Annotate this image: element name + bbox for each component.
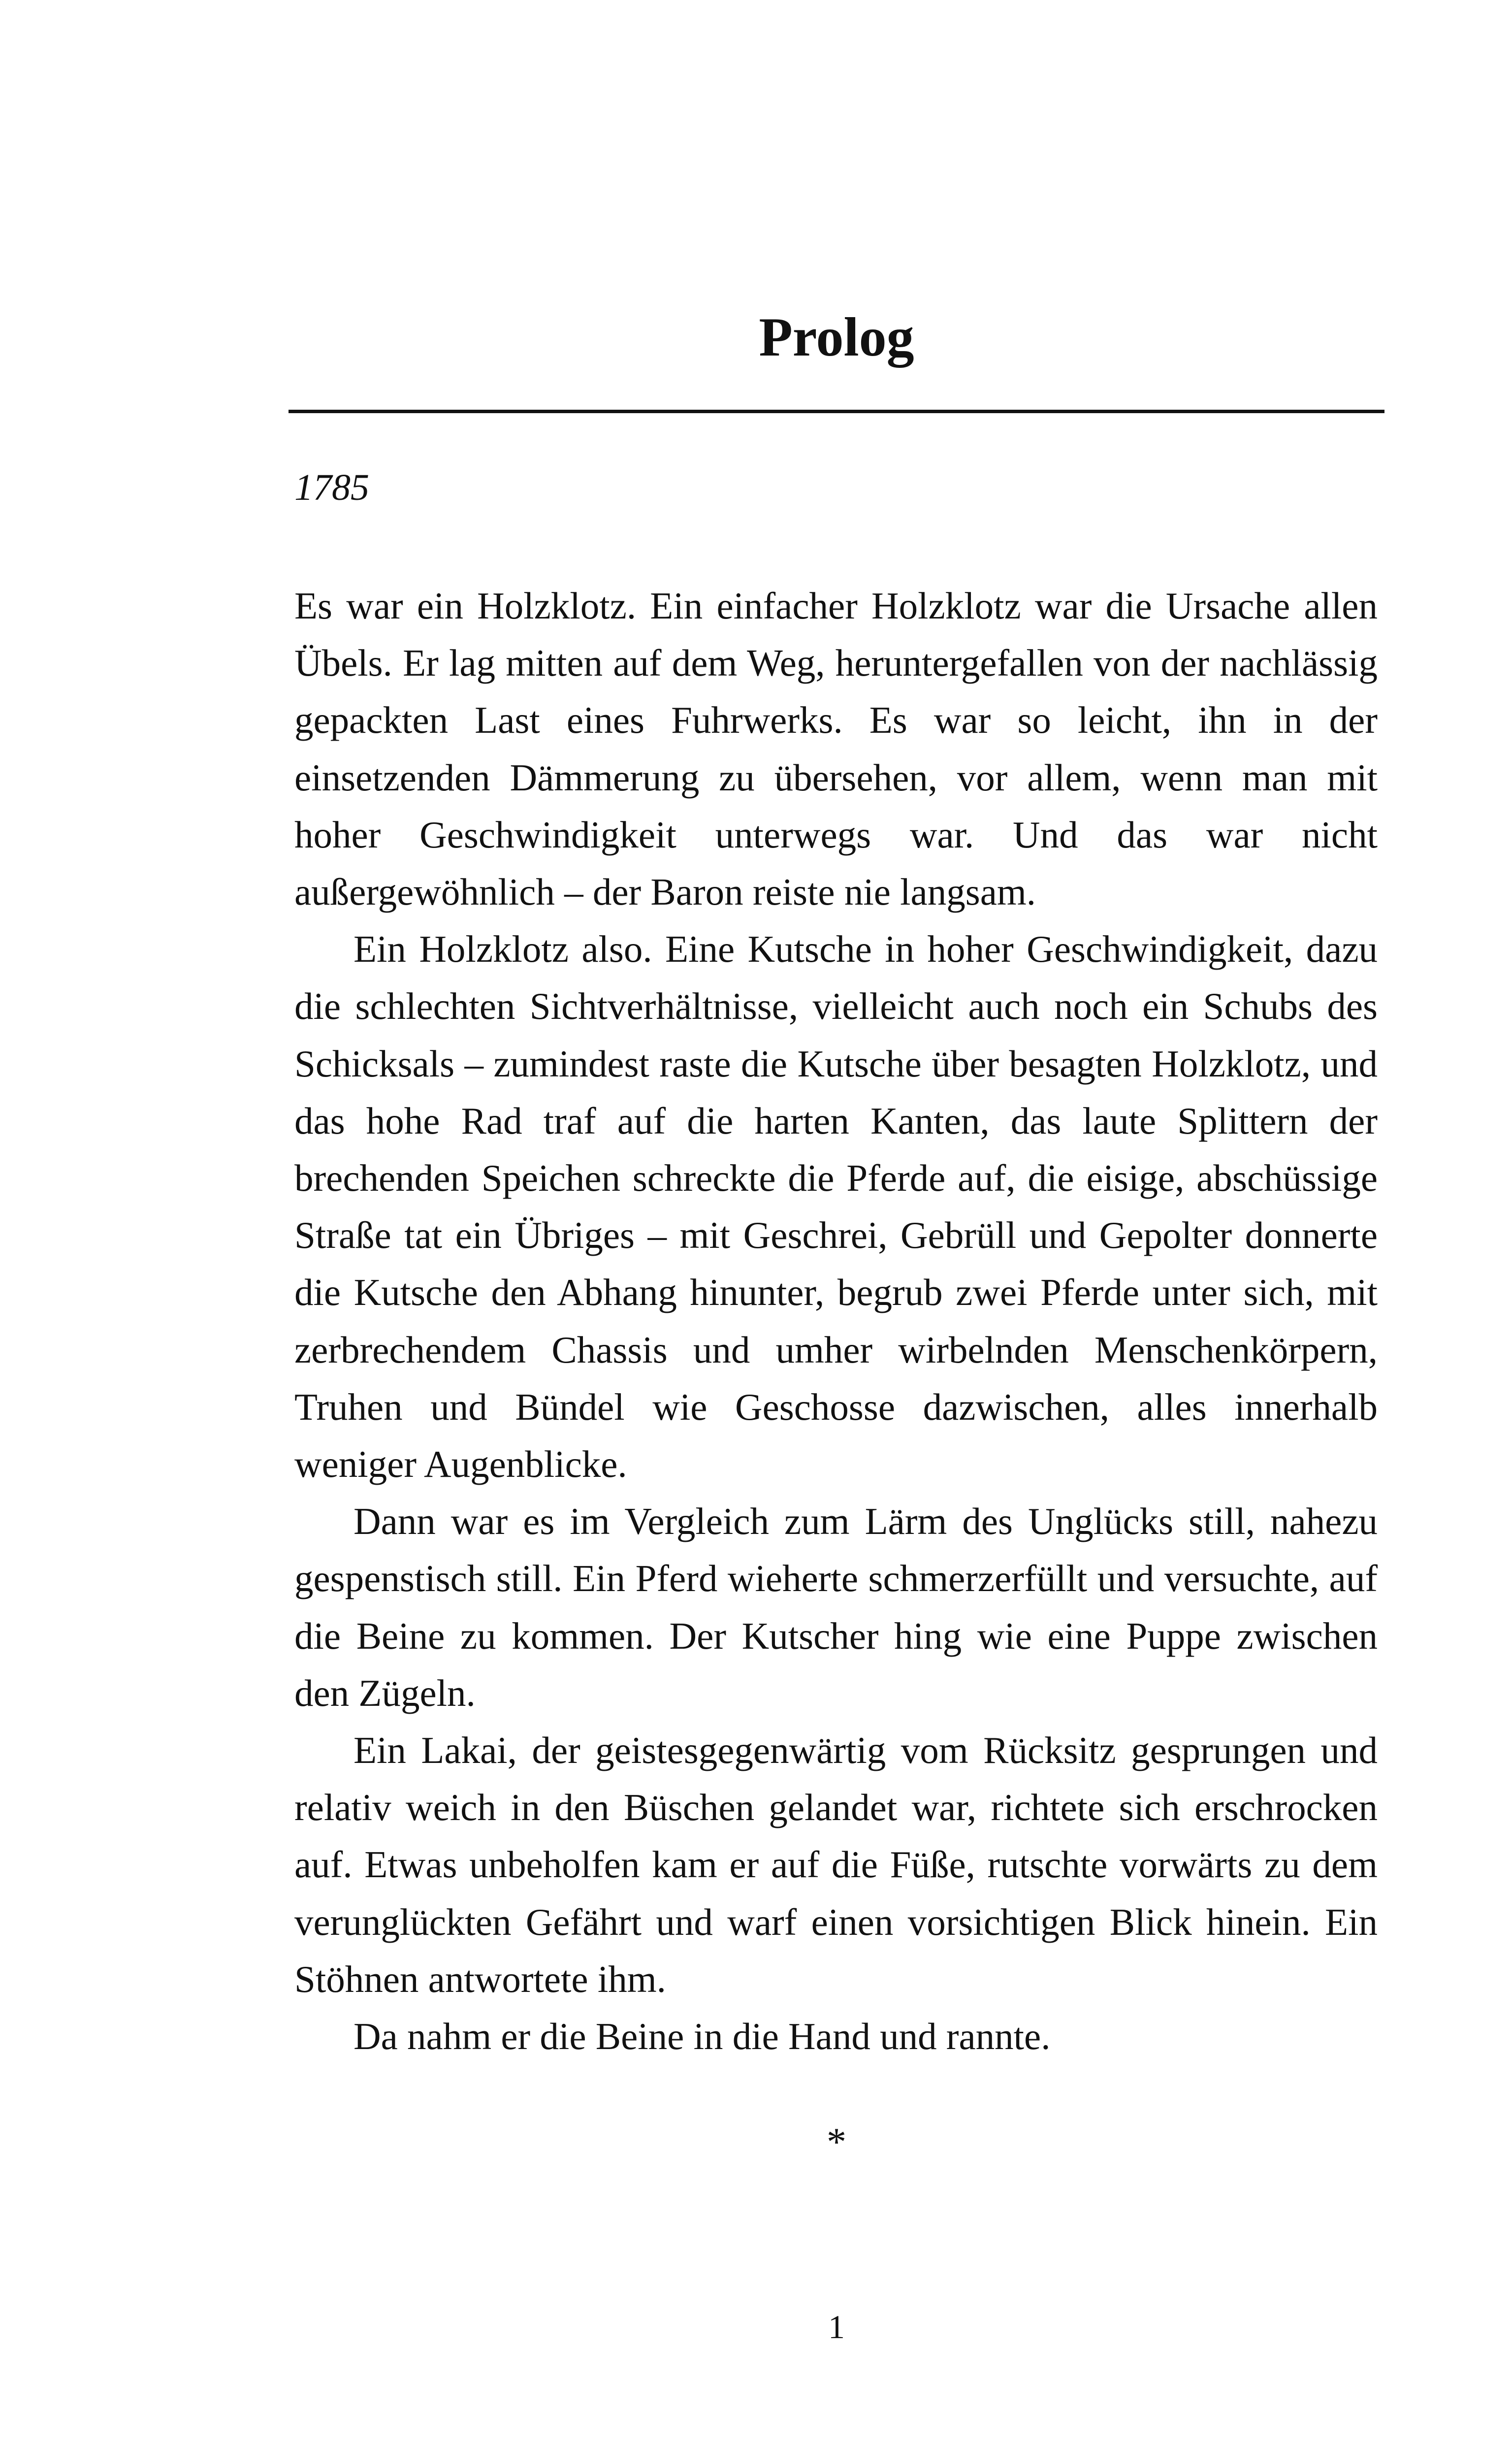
paragraph-1: Es war ein Holzklotz. Ein einfacher Holzklotz war die Ursache allen Übels. Er lag mitten auf dem Weg, heruntergefallen von der nachlässig gepackten Last eines Fuhrwerks. Es war so leicht, ihn in der einsetzenden Dämmerung zu übersehen, vor allem, wenn man mit hoher Geschwindigkeit unterwegs war. Und das war nicht außergewöhnlich – der Baron reiste nie langsam. — [294, 585, 1378, 913]
title-divider — [289, 410, 1384, 413]
page-number: 1 — [828, 2308, 845, 2345]
chapter-body — [294, 577, 1378, 2065]
section-break: * — [827, 2120, 846, 2164]
paragraph-3: Dann war es im Vergleich zum Lärm des Unglücks still, nahezu gespenstisch still. Ein Pferd wieherte schmerzerfüllt und versuchte, auf die Beine zu kommen. Der Kutscher hing wie eine Puppe zwischen den Zügeln. — [294, 1500, 1378, 1714]
paragraph-2: Ein Holzklotz also. Eine Kutsche in hoher Geschwindigkeit, dazu die schlechten Sichtverhältnisse, vielleicht auch noch ein Schubs des Schicksals – zumindest raste die Kutsche über besagten Holzklotz, und das hohe Rad traf auf die harten Kanten, das laute Splittern der brechenden Speichen schreckte die Pferde auf, die eisige, abschüssige Straße tat ein Übriges – mit Geschrei, Gebrüll und Gepolter donnerte die Kutsche den Abhang hinunter, begrub zwei Pferde unter sich, mit zerbrechendem Chassis und umher wirbelnden Menschenkörpern, Truhen und Bündel wie Geschosse dazwischen, alles innerhalb weniger Augenblicke. — [294, 928, 1378, 1486]
paragraph-4: Ein Lakai, der geistesgegenwärtig vom Rücksitz gesprungen und relativ weich in den Büschen gelandet war, richtete sich erschrocken auf. Etwas unbeholfen kam er auf die Füße, rutschte vorwärts zu dem verunglückten Gefährt und warf einen vorsichtigen Blick hinein. Ein Stöhnen antwortete ihm. — [294, 1729, 1378, 2000]
paragraph-5: Da nahm er die Beine in die Hand und rannte. — [354, 2015, 1051, 2058]
chapter-title: Prolog — [759, 307, 914, 368]
chapter-year: 1785 — [294, 467, 369, 508]
